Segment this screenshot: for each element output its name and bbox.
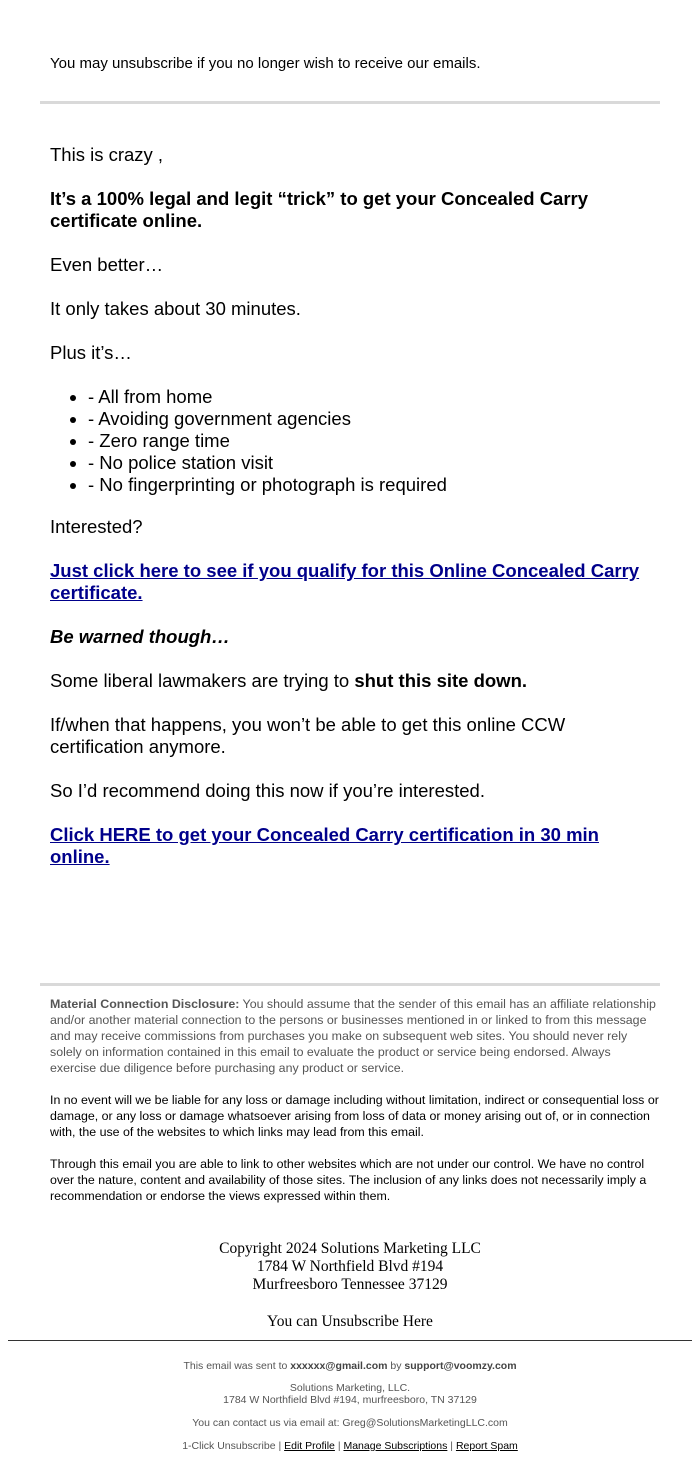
disclosure-divider xyxy=(40,983,660,986)
link1-paragraph xyxy=(50,560,660,604)
footer-divider xyxy=(8,1340,692,1341)
list-item: • - Avoiding government agencies xyxy=(88,408,660,430)
lawmakers-text: Some liberal lawmakers are trying to xyxy=(50,670,355,691)
lawmakers-bold: shut this site down. xyxy=(354,670,528,691)
link-separator: | xyxy=(334,1440,344,1452)
greeting: This is crazy , xyxy=(50,144,164,165)
link-separator: | xyxy=(447,1440,456,1452)
link-separator: | xyxy=(275,1440,285,1452)
manage-subscriptions-link[interactable]: Manage Subscriptions xyxy=(343,1440,448,1452)
third-party-text: Through this email you are able to link to other websites which are not under our control. We have no control over the nature, content and availability of those sites. The inclusion of any links does not necessarily imply a recommendation or endorse the views expressed within them. xyxy=(50,1157,647,1203)
copyright-line: Copyright 2024 Solutions Marketing LLC xyxy=(219,1240,481,1257)
headline-text: It’s a 100% legal and legit “trick” to get your Concealed Carry certificate online. xyxy=(50,188,589,231)
if-when-text: If/when that happens, you won’t be able to get this online CCW certification anymore. xyxy=(50,714,566,757)
plus-text: Plus it’s… xyxy=(50,342,132,363)
interested-text: Interested? xyxy=(50,516,143,537)
contact-line: You can contact us via email at: Greg@SolutionsMarketingLLC.com xyxy=(192,1417,508,1429)
sent-prefix: This email was sent to xyxy=(183,1360,291,1372)
unsubscribe-note: You may unsubscribe if you no longer wish to receive our emails. xyxy=(50,55,481,72)
certification-link[interactable]: Click HERE to get your Concealed Carry certification in 30 min online. xyxy=(50,824,599,867)
link2-paragraph xyxy=(50,824,660,868)
report-spam-link[interactable]: Report Spam xyxy=(455,1440,518,1452)
disclosure-text: You should assume that the sender of this email has an affiliate relationship and/or another material connection to the persons or businesses mentioned in or linked to from this message and may receive commissions from purchases you make on subsequent web sites. You should never rely solely on information contained in this email to evaluate the product or service being endorsed. Always exercise due diligence before purchasing any product or service. xyxy=(50,997,656,1075)
edit-profile-link[interactable]: Edit Profile xyxy=(284,1440,335,1452)
street-line: 1784 W Northfield Blvd #194 xyxy=(256,1258,444,1275)
even-better-text: Even better… xyxy=(50,254,164,275)
sent-by-word: by xyxy=(387,1360,405,1372)
one-click-unsubscribe[interactable]: 1-Click Unsubscribe xyxy=(182,1440,276,1452)
lawmakers-paragraph xyxy=(50,670,660,692)
warning-text: Be warned though… xyxy=(50,626,230,647)
disclosure-label: Material Connection Disclosure: xyxy=(50,997,240,1011)
headline xyxy=(50,188,660,232)
warning-paragraph xyxy=(50,626,660,648)
top-divider xyxy=(40,101,660,104)
benefit-list xyxy=(50,386,660,496)
unsubscribe-link[interactable]: You can Unsubscribe Here xyxy=(267,1313,433,1330)
city-line: Murfreesboro Tennessee 37129 xyxy=(252,1276,448,1293)
company-address: 1784 W Northfield Blvd #194, murfreesboro, TN 37129 xyxy=(223,1394,477,1406)
list-item: • - Zero range time xyxy=(88,430,660,452)
qualify-link[interactable]: Just click here to see if you qualify for this Online Concealed Carry certificate. xyxy=(50,560,640,603)
footer-links xyxy=(0,1440,700,1453)
list-item: • - No fingerprinting or photograph is required xyxy=(88,474,660,496)
material-disclosure xyxy=(50,996,660,1076)
time-text: It only takes about 30 minutes. xyxy=(50,298,301,319)
liability-text: In no event will we be liable for any loss or damage including without limitation, indirect or consequential loss or damage, or any loss or damage whatsoever arising from loss of data or money arising out of, or in connection with, the use of the websites to which links may lead from this email. xyxy=(50,1093,659,1139)
sender-email: support@voomzy.com xyxy=(404,1360,517,1372)
email-body xyxy=(50,144,660,890)
recommend-text: So I’d recommend doing this now if you’re interested. xyxy=(50,780,485,801)
recipient-email: xxxxxx@gmail.com xyxy=(290,1360,388,1372)
list-item: • - No police station visit xyxy=(88,452,660,474)
sent-info xyxy=(0,1360,700,1373)
company-name: Solutions Marketing, LLC. xyxy=(289,1382,411,1394)
list-item: • - All from home xyxy=(88,386,660,408)
